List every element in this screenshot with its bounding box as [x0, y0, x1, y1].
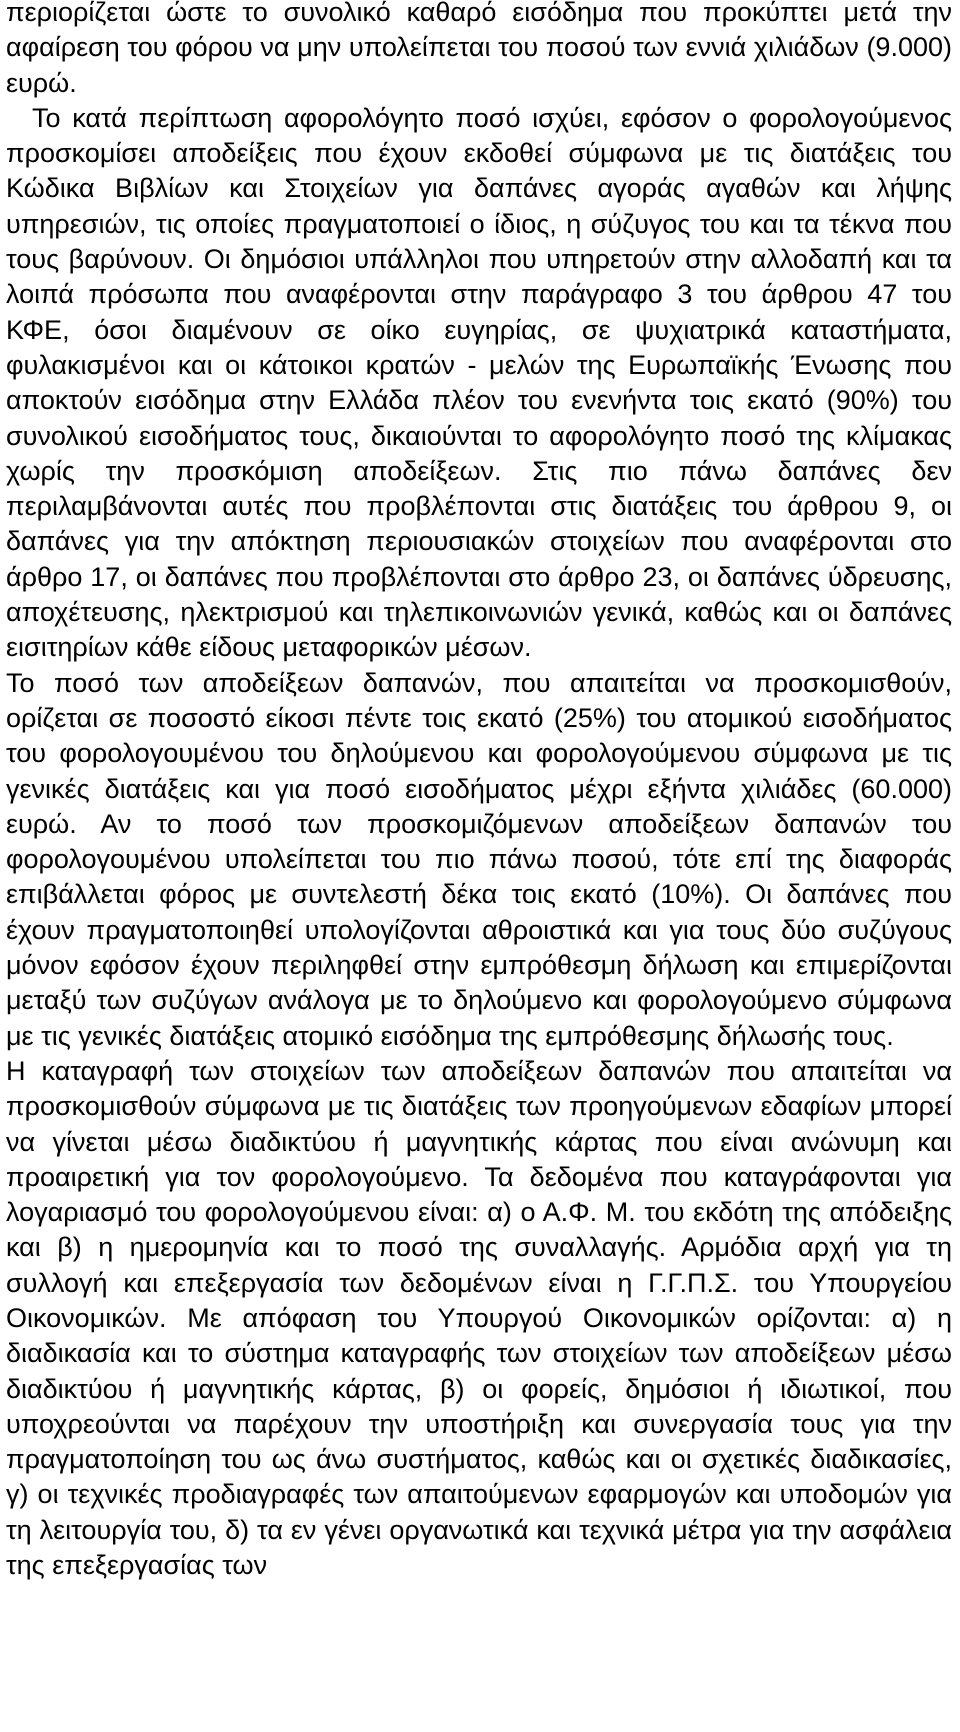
- paragraph-continuation: περιορίζεται ώστε το συνολικό καθαρό εισόδημα που προκύπτει μετά την αφαίρεση του φόρου να μην υπολείπεται του ποσού των εννιά χιλιάδων (9.000) ευρώ.: [6, 0, 952, 98]
- paragraph-receipts-recording: Η καταγραφή των στοιχείων των αποδείξεων δαπανών που απαιτείται να προσκομισθούν σύμφωνα με τις διατάξεις των προηγούμενων εδαφίων μπορεί να γίνεται μέσω διαδικτύου ή μαγνητικής κάρτας που είναι ανώνυμη και προαιρετική για τον φορολογούμενο. Τα δεδομένα που καταγράφονται για λογαριασμό του φορολογούμενου είναι: α) ο Α.Φ. Μ. του εκδότη της απόδειξης και β) η ημερομηνία και το ποσό της συναλλαγής. Αρμόδια αρχή για τη συλλογή και επεξεργασία των δεδομένων είναι η Γ.Γ.Π.Σ. του Υπουργείου Οικονομικών. Με απόφαση του Υπουργού Οικονομικών ορίζονται: α) η διαδικασία και το σύστημα καταγραφής των στοιχείων των αποδείξεων μέσω διαδικτύου ή μαγνητικής κάρτας, β) οι φορείς, δημόσιοι ή ιδιωτικοί, που υποχρεούνται να παρέχουν την υποστήριξη και συνεργασία τους για την πραγματοποίηση του ως άνω συστήματος, καθώς και οι σχετικές διαδικασίες, γ) οι τεχνικές προδιαγραφές των απαιτούμενων εφαρμογών και υποδομών για τη λειτουργία του, δ) τα εν γένει οργανωτικά και τεχνικά μέτρα για την ασφάλεια της επεξεργασίας των: [6, 1055, 952, 1581]
- paragraph-tax-free-amount: Το κατά περίπτωση αφορολόγητο ποσό ισχύει, εφόσον ο φορολογούμενος προσκομίσει αποδείξεις που έχουν εκδοθεί σύμφωνα με τις διατάξεις του Κώδικα Βιβλίων και Στοιχείων για δαπάνες αγοράς αγαθών και λήψης υπηρεσιών, τις οποίες πραγματοποιεί ο ίδιος, η σύζυγος του και τα τέκνα που τους βαρύνουν. Οι δημόσιοι υπάλληλοι που υπηρετούν στην αλλοδαπή και τα λοιπά πρόσωπα που αναφέρονται στην παράγραφο 3 του άρθρου 47 του ΚΦΕ, όσοι διαμένουν σε οίκο ευγηρίας, σε ψυχιατρικά καταστήματα, φυλακισμένοι και οι κάτοικοι κρατών - μελών της Ευρωπαϊκής Ένωσης που αποκτούν εισόδημα στην Ελλάδα πλέον του ενενήντα τοις εκατό (90%) του συνολικού εισοδήματος τους, δικαιούνται το αφορολόγητο ποσό της κλίμακας χωρίς την προσκόμιση αποδείξεων. Στις πιο πάνω δαπάνες δεν περιλαμβάνονται αυτές που προβλέπονται στις διατάξεις του άρθρου 9, οι δαπάνες για την απόκτηση περιουσιακών στοιχείων που αναφέρονται στο άρθρο 17, οι δαπάνες που προβλέπονται στο άρθρο 23, οι δαπάνες ύδρευσης, αποχέτευσης, ηλεκτρισμού και τηλεπικοινωνιών γενικά, καθώς και οι δαπάνες εισιτηρίων κάθε είδους μεταφορικών μέσων.: [6, 102, 952, 663]
- paragraph-receipts-amount: Το ποσό των αποδείξεων δαπανών, που απαιτείται να προσκομισθούν, ορίζεται σε ποσοστό είκοσι πέντε τοις εκατό (25%) του ατομικού εισοδήματος του φορολογουμένου του δηλούμενου και φορολογούμενου σύμφωνα με τις γενικές διατάξεις και για ποσό εισοδήματος μέχρι εξήντα χιλιάδες (60.000) ευρώ. Αν το ποσό των προσκομιζόμενων αποδείξεων δαπανών του φορολογουμένου υπολείπεται του πιο πάνω ποσού, τότε επί της διαφοράς επιβάλλεται φόρος με συντελεστή δέκα τοις εκατό (10%). Οι δαπάνες που έχουν πραγματοποιηθεί υπολογίζονται αθροιστικά και για τους δύο συζύγους μόνον εφόσον έχουν περιληφθεί στην εμπρόθεσμη δήλωση και επιμερίζονται μεταξύ των συζύγων ανάλογα με το δηλούμενο και φορολογούμενο σύμφωνα με τις γενικές διατάξεις ατομικό εισόδημα της εμπρόθεσμης δήλωσής τους.: [6, 667, 952, 1051]
